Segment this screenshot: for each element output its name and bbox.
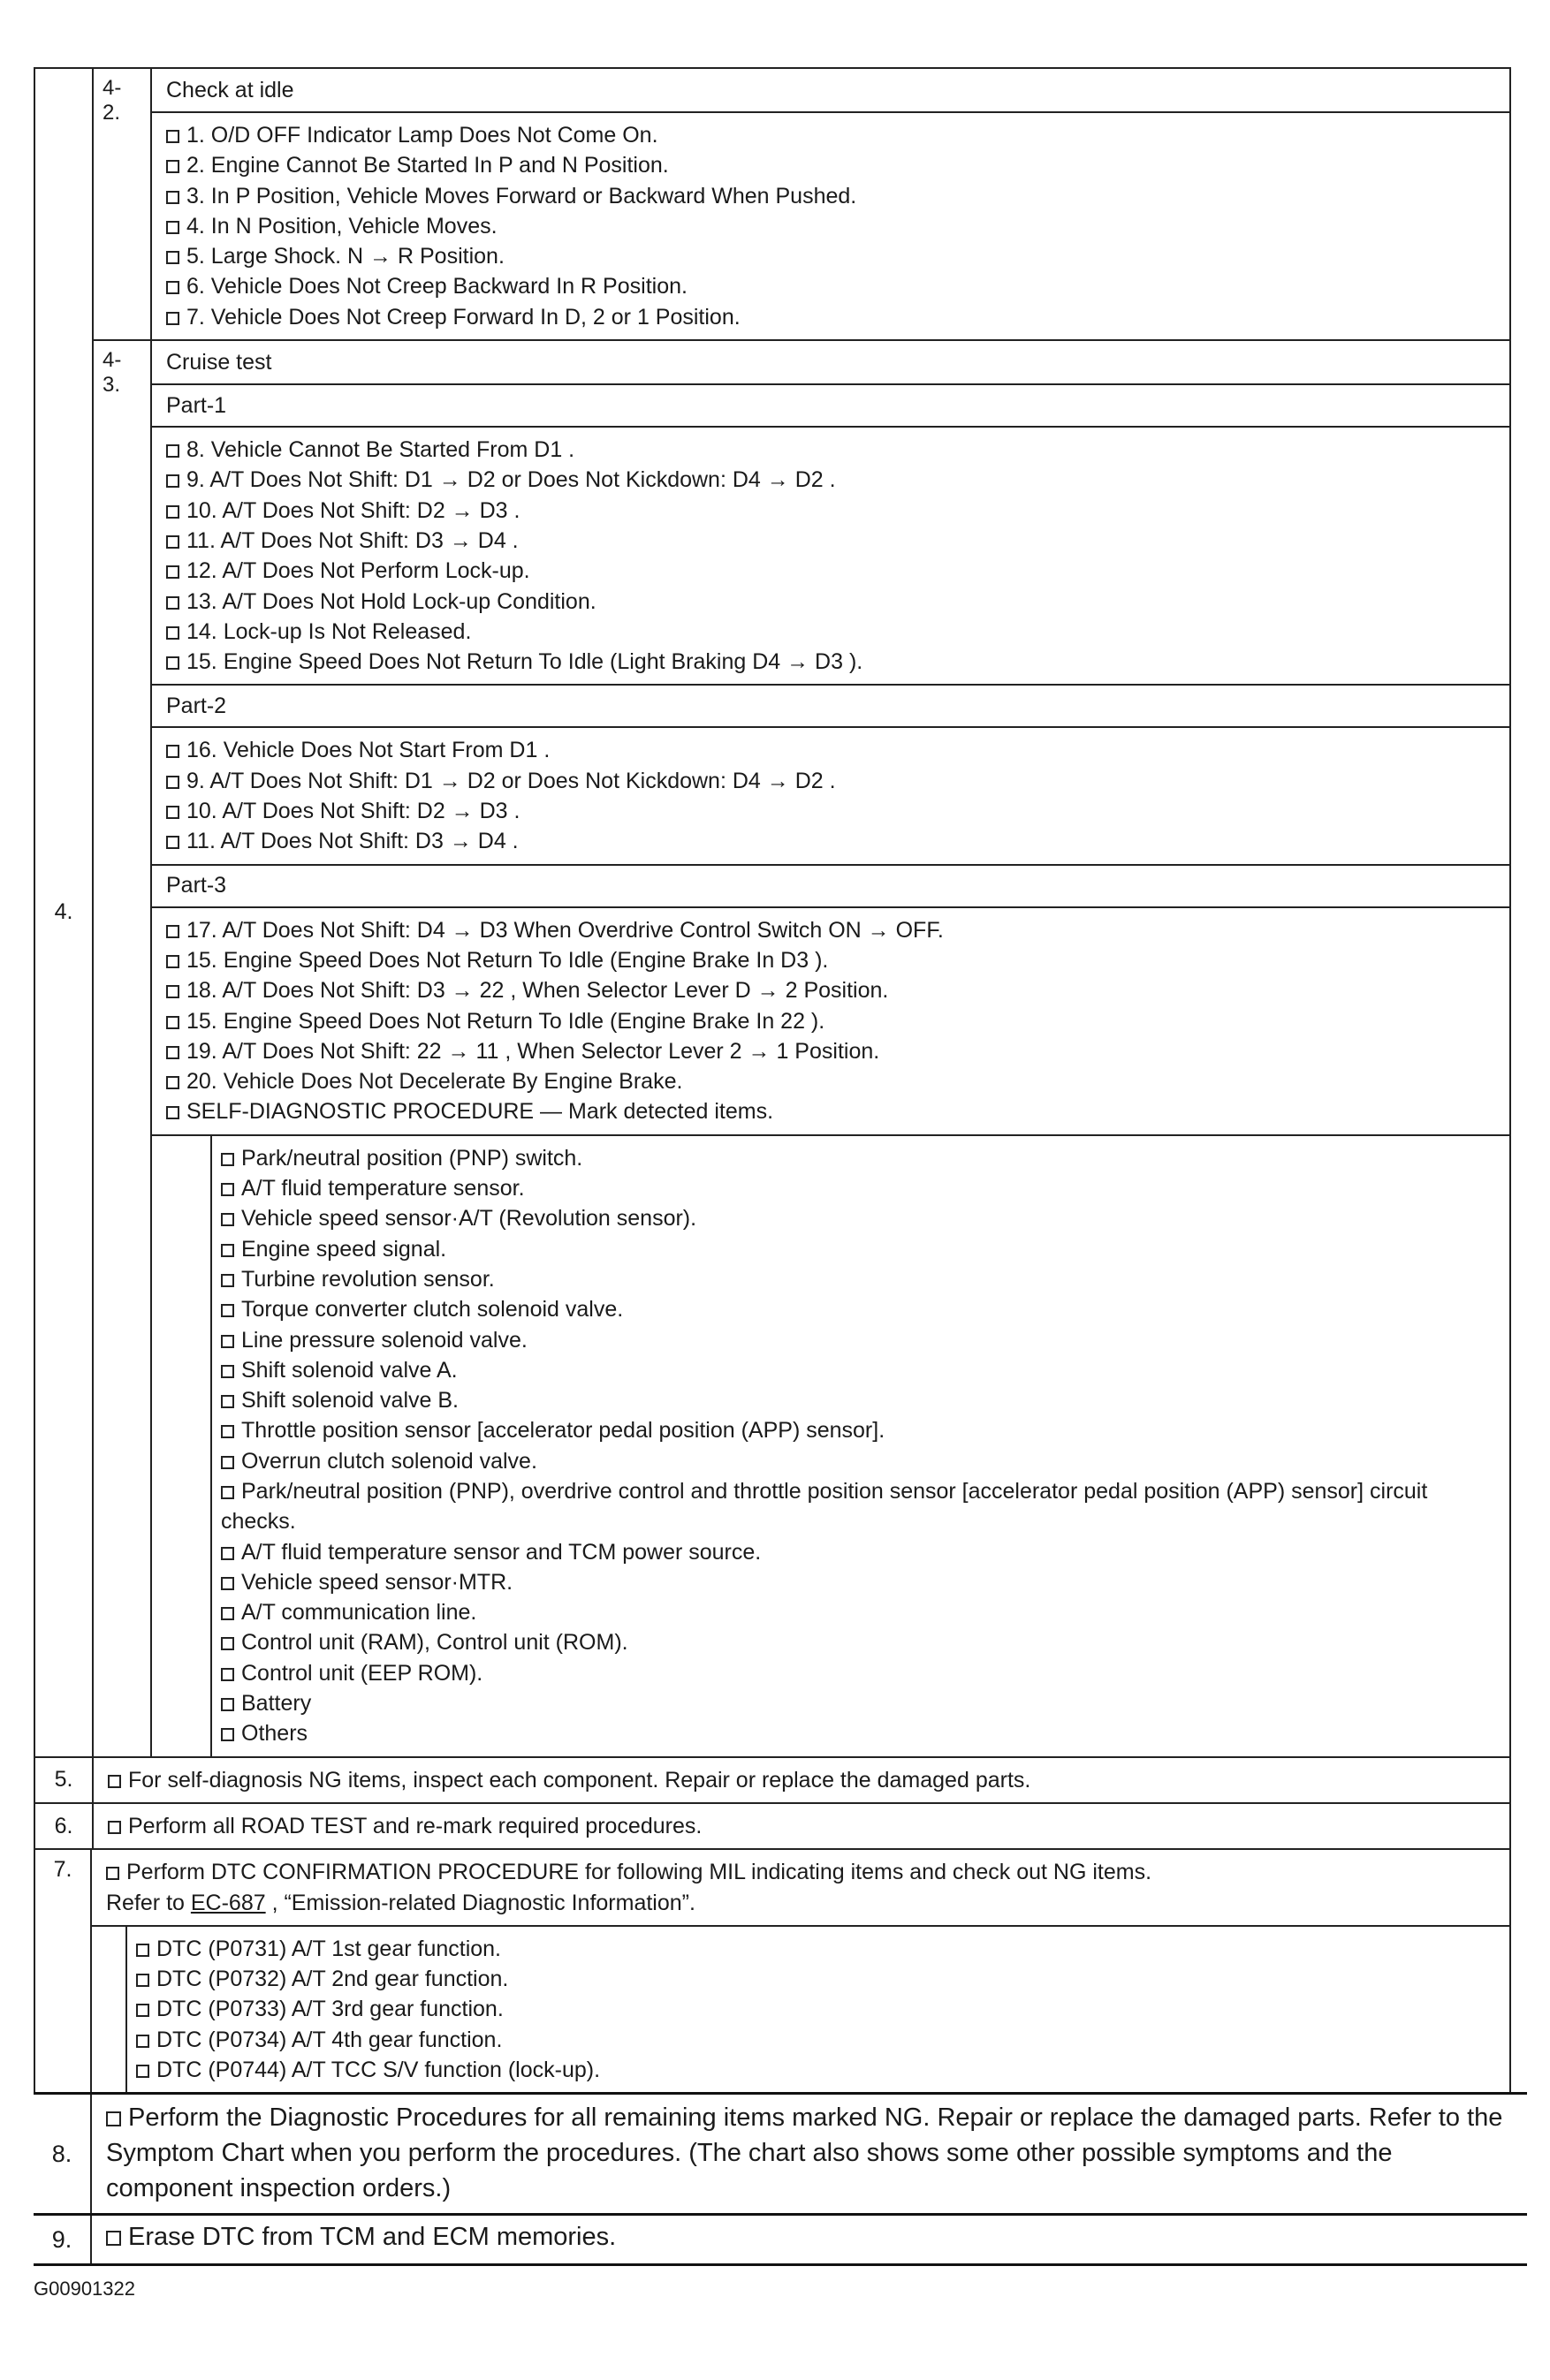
step-6-number: 6. bbox=[35, 1804, 94, 1848]
self-diagnostic-item-label: Vehicle speed sensor·A/T (Revolution sensor). bbox=[241, 1206, 697, 1232]
part-3-item-label: 17. A/T Does Not Shift: D4 → D3 When Overdrive Control Switch ON → OFF. bbox=[186, 917, 944, 943]
self-diagnostic-item-label: Turbine revolution sensor. bbox=[241, 1266, 495, 1292]
step-7-row bbox=[34, 1848, 1511, 2092]
part-2-item-label: 9. A/T Does Not Shift: D1 → D2 or Does Not Kickdown: D4 → D2 . bbox=[186, 768, 836, 793]
section-4-2-header: Check at idle bbox=[152, 69, 1511, 111]
dtc-item-label: DTC (P0733) A/T 3rd gear function. bbox=[156, 1997, 504, 2022]
idle-check-item bbox=[166, 211, 1497, 241]
part-3-item bbox=[166, 975, 1497, 1005]
part-3-label: Part-3 bbox=[152, 864, 1511, 906]
self-diagnostic-block bbox=[152, 1134, 1511, 1756]
self-diagnostic-item bbox=[221, 1627, 1497, 1657]
step-4-number: 4. bbox=[35, 69, 94, 1756]
step-9-row bbox=[34, 2213, 1527, 2266]
step-5-checkbox[interactable] bbox=[108, 1775, 121, 1788]
part-1-label: Part-1 bbox=[152, 383, 1511, 426]
self-diagnostic-item-label: Control unit (EEP ROM). bbox=[241, 1660, 483, 1686]
step-7-body bbox=[92, 1850, 1511, 2092]
idle-check-item bbox=[166, 302, 1497, 332]
part-2-item-label: 11. A/T Does Not Shift: D3 → D4 . bbox=[186, 829, 519, 854]
part-3-item bbox=[166, 915, 1497, 945]
idle-check-item-label: 1. O/D OFF Indicator Lamp Does Not Come On. bbox=[186, 123, 658, 148]
part-2-item bbox=[166, 735, 1497, 765]
self-diagnostic-items bbox=[212, 1136, 1509, 1756]
idle-check-item-label: 2. Engine Cannot Be Started In P and N Position. bbox=[186, 153, 669, 178]
checkbox-icon[interactable] bbox=[221, 1304, 234, 1317]
step-7-checkbox[interactable] bbox=[106, 1867, 119, 1880]
checkbox-icon[interactable] bbox=[136, 1974, 149, 1987]
self-diagnostic-item-label: Vehicle speed sensor·MTR. bbox=[241, 1569, 513, 1595]
self-diagnostic-item bbox=[221, 1537, 1497, 1567]
checkbox-icon[interactable] bbox=[166, 251, 179, 264]
checkbox-icon[interactable] bbox=[221, 1486, 234, 1499]
step-6-text bbox=[94, 1804, 1511, 1848]
self-diagnostic-item-label: A/T communication line. bbox=[241, 1600, 477, 1626]
dtc-item bbox=[136, 1964, 1497, 1994]
part-1-item-label: 9. A/T Does Not Shift: D1 → D2 or Does Not Kickdown: D4 → D2 . bbox=[186, 467, 836, 493]
checkbox-icon[interactable] bbox=[166, 1046, 179, 1059]
checkbox-icon[interactable] bbox=[221, 1456, 234, 1469]
part-3-items bbox=[152, 906, 1511, 1134]
checkbox-icon[interactable] bbox=[166, 505, 179, 519]
self-diagnostic-item-label: A/T fluid temperature sensor. bbox=[241, 1176, 525, 1201]
step-9-text bbox=[92, 2216, 1527, 2263]
part-2-label: Part-2 bbox=[152, 684, 1511, 726]
self-diagnostic-item-label: Shift solenoid valve A. bbox=[241, 1357, 458, 1383]
part-3-item-label: 18. A/T Does Not Shift: D3 → 22 , When Selector Lever D → 2 Position. bbox=[186, 978, 889, 1004]
checklist-table bbox=[34, 67, 1511, 2266]
section-4-2-items bbox=[152, 111, 1511, 339]
checkbox-icon[interactable] bbox=[166, 160, 179, 173]
checkbox-icon[interactable] bbox=[166, 656, 179, 670]
step-6-checkbox[interactable] bbox=[108, 1821, 121, 1834]
part-2-item-label: 16. Vehicle Does Not Start From D1 . bbox=[186, 738, 551, 763]
checkbox-icon[interactable] bbox=[136, 2035, 149, 2048]
checkbox-icon[interactable] bbox=[221, 1213, 234, 1226]
dtc-item bbox=[136, 2025, 1497, 2055]
step-9-number: 9. bbox=[34, 2216, 92, 2263]
part-1-item-label: 13. A/T Does Not Hold Lock-up Condition. bbox=[186, 588, 596, 614]
dtc-item bbox=[136, 1934, 1497, 1964]
checkbox-icon[interactable] bbox=[136, 2065, 149, 2078]
self-diagnostic-item bbox=[221, 1325, 1497, 1355]
section-4-3-header: Cruise test bbox=[152, 341, 1511, 383]
checkbox-icon[interactable] bbox=[136, 1944, 149, 1957]
part-1-item-label: 15. Engine Speed Does Not Return To Idle (Light Braking D4 → D3 ). bbox=[186, 649, 863, 675]
checkbox-icon[interactable] bbox=[166, 596, 179, 610]
part-1-item-label: 12. A/T Does Not Perform Lock-up. bbox=[186, 558, 530, 584]
ec-687-link[interactable]: EC-687 bbox=[190, 1890, 266, 1915]
dtc-item-label: DTC (P0731) A/T 1st gear function. bbox=[156, 1936, 502, 1961]
figure-code: G00901322 bbox=[34, 2278, 135, 2300]
dtc-item bbox=[136, 1994, 1497, 2024]
idle-check-item bbox=[166, 150, 1497, 180]
checkbox-icon[interactable] bbox=[221, 1607, 234, 1620]
self-diagnostic-indent bbox=[152, 1136, 212, 1756]
dtc-item-label: DTC (P0734) A/T 4th gear function. bbox=[156, 2027, 503, 2052]
self-diagnostic-item-label: Engine speed signal. bbox=[241, 1236, 447, 1262]
self-diagnostic-item bbox=[221, 1688, 1497, 1718]
self-diagnostic-item bbox=[221, 1234, 1497, 1264]
checkbox-icon[interactable] bbox=[136, 2004, 149, 2017]
self-diagnostic-item bbox=[221, 1718, 1497, 1748]
checkbox-icon[interactable] bbox=[221, 1153, 234, 1166]
section-4-3 bbox=[94, 339, 1511, 1756]
part-1-item bbox=[166, 465, 1497, 495]
checkbox-icon[interactable] bbox=[166, 985, 179, 998]
self-diagnostic-item-label: A/T fluid temperature sensor and TCM power source. bbox=[241, 1539, 762, 1565]
dtc-block bbox=[92, 1925, 1511, 2092]
checkbox-icon[interactable] bbox=[166, 745, 179, 758]
section-4-2-number: 4- 2. bbox=[94, 69, 152, 339]
dtc-items bbox=[127, 1927, 1509, 2092]
self-diagnostic-item bbox=[221, 1567, 1497, 1597]
part-1-item-label: 14. Lock-up Is Not Released. bbox=[186, 618, 472, 644]
part-1-item bbox=[166, 526, 1497, 556]
step-5-text bbox=[94, 1758, 1511, 1802]
part-1-item bbox=[166, 587, 1497, 617]
part-3-item-label: 15. Engine Speed Does Not Return To Idle (Engine Brake In D3 ). bbox=[186, 947, 829, 973]
idle-check-item bbox=[166, 241, 1497, 271]
step-8-number: 8. bbox=[34, 2095, 92, 2213]
part-2-item-label: 10. A/T Does Not Shift: D2 → D3 . bbox=[186, 799, 520, 824]
idle-check-item-label: 7. Vehicle Does Not Creep Forward In D, 2 or 1 Position. bbox=[186, 304, 741, 330]
part-3-item bbox=[166, 1036, 1497, 1066]
checkbox-icon[interactable] bbox=[221, 1425, 234, 1438]
checkbox-icon[interactable] bbox=[166, 925, 179, 938]
part-3-item bbox=[166, 1066, 1497, 1096]
self-diagnostic-item bbox=[221, 1476, 1497, 1537]
checkbox-icon[interactable] bbox=[166, 565, 179, 579]
part-1-item bbox=[166, 556, 1497, 586]
step-4-body bbox=[94, 69, 1511, 1756]
self-diagnostic-item-label: Line pressure solenoid valve. bbox=[241, 1327, 528, 1353]
part-1-item-label: 11. A/T Does Not Shift: D3 → D4 . bbox=[186, 527, 519, 553]
self-diagnostic-item bbox=[221, 1385, 1497, 1415]
self-diagnostic-item bbox=[221, 1415, 1497, 1445]
checkbox-icon[interactable] bbox=[166, 776, 179, 789]
idle-check-item bbox=[166, 181, 1497, 211]
checkbox-icon[interactable] bbox=[166, 836, 179, 849]
checkbox-icon[interactable] bbox=[221, 1365, 234, 1378]
part-3-item-label: 20. Vehicle Does Not Decelerate By Engine Brake. bbox=[186, 1069, 683, 1095]
self-diagnostic-item-label: Control unit (RAM), Control unit (ROM). bbox=[241, 1630, 628, 1656]
checkbox-icon[interactable] bbox=[166, 444, 179, 458]
checkbox-icon[interactable] bbox=[166, 474, 179, 488]
step-5-label: For self-diagnosis NG items, inspect each component. Repair or replace the damaged parts. bbox=[128, 1767, 1031, 1793]
self-diagnostic-item-label: Throttle position sensor [accelerator pedal position (APP) sensor]. bbox=[241, 1418, 885, 1444]
self-diagnostic-item-label: Park/neutral position (PNP) switch. bbox=[241, 1145, 583, 1171]
checkbox-icon[interactable] bbox=[221, 1728, 234, 1741]
self-diagnostic-item-label: Torque converter clutch solenoid valve. bbox=[241, 1297, 624, 1323]
part-1-item bbox=[166, 647, 1497, 677]
part-1-item-label: 10. A/T Does Not Shift: D2 → D3 . bbox=[186, 497, 520, 523]
checkbox-icon[interactable] bbox=[221, 1244, 234, 1257]
self-diagnostic-item bbox=[221, 1355, 1497, 1385]
part-3-item-label: 19. A/T Does Not Shift: 22 → 11 , When Selector Lever 2 → 1 Position. bbox=[186, 1038, 880, 1064]
idle-check-item-label: 6. Vehicle Does Not Creep Backward In R Position. bbox=[186, 274, 688, 299]
checkbox-icon[interactable] bbox=[166, 130, 179, 143]
idle-check-item-label: 3. In P Position, Vehicle Moves Forward or Backward When Pushed. bbox=[186, 183, 857, 208]
step-7-text-a: Perform DTC CONFIRMATION PROCEDURE for following MIL indicating items and check out NG items. bbox=[126, 1860, 1152, 1885]
self-diagnostic-item-label: Shift solenoid valve B. bbox=[241, 1388, 459, 1414]
checkbox-icon[interactable] bbox=[221, 1395, 234, 1408]
checkbox-icon[interactable] bbox=[166, 1076, 179, 1089]
part-2-item bbox=[166, 796, 1497, 826]
self-diagnostic-item bbox=[221, 1143, 1497, 1173]
part-3-item-label: 15. Engine Speed Does Not Return To Idle (Engine Brake In 22 ). bbox=[186, 1008, 825, 1034]
step-8-text bbox=[92, 2095, 1527, 2213]
step-8-checkbox[interactable] bbox=[106, 2111, 121, 2126]
part-1-item bbox=[166, 617, 1497, 647]
checkbox-icon[interactable] bbox=[166, 221, 179, 234]
step-7-number: 7. bbox=[35, 1850, 92, 2092]
part-3-item bbox=[166, 1006, 1497, 1036]
checkbox-icon[interactable] bbox=[166, 955, 179, 968]
self-diagnostic-item bbox=[221, 1446, 1497, 1476]
checkbox-icon[interactable] bbox=[221, 1577, 234, 1590]
part-1-items bbox=[152, 426, 1511, 684]
part-1-item bbox=[166, 435, 1497, 465]
idle-check-item-label: 5. Large Shock. N → R Position. bbox=[186, 244, 505, 269]
part-2-item bbox=[166, 766, 1497, 796]
checkbox-icon[interactable] bbox=[221, 1183, 234, 1196]
part-2-item bbox=[166, 826, 1497, 856]
idle-check-item bbox=[166, 271, 1497, 301]
dtc-item-label: DTC (P0744) A/T TCC S/V function (lock-up). bbox=[156, 2058, 601, 2083]
self-diagnostic-item bbox=[221, 1294, 1497, 1324]
step-7-refer-prefix: Refer to bbox=[106, 1890, 191, 1915]
checkbox-icon[interactable] bbox=[221, 1637, 234, 1650]
checkbox-icon[interactable] bbox=[166, 1106, 179, 1119]
dtc-item bbox=[136, 2055, 1497, 2085]
dtc-item-label: DTC (P0732) A/T 2nd gear function. bbox=[156, 1967, 509, 1992]
self-diagnostic-item bbox=[221, 1173, 1497, 1203]
checkbox-icon[interactable] bbox=[221, 1668, 234, 1681]
self-diagnostic-item-label: Overrun clutch solenoid valve. bbox=[241, 1448, 537, 1474]
checkbox-icon[interactable] bbox=[166, 312, 179, 325]
checkbox-icon[interactable] bbox=[221, 1274, 234, 1287]
part-1-item-label: 8. Vehicle Cannot Be Started From D1 . bbox=[186, 437, 575, 463]
step-4-row bbox=[34, 67, 1511, 1756]
step-5-row bbox=[34, 1756, 1511, 1802]
part-1-item bbox=[166, 496, 1497, 526]
checkbox-icon[interactable] bbox=[166, 626, 179, 640]
checkbox-icon[interactable] bbox=[166, 535, 179, 549]
self-diagnostic-item-label: Battery bbox=[241, 1691, 312, 1717]
section-4-2 bbox=[94, 69, 1511, 339]
dtc-indent bbox=[92, 1927, 127, 2092]
step-8-label: Perform the Diagnostic Procedures for all remaining items marked NG. Repair or replace the damaged parts. Refer to the Symptom Chart when you perform the procedures. (The chart also shows some other possible symptoms and the component inspection orders.) bbox=[106, 2103, 1503, 2203]
step-8-row bbox=[34, 2092, 1527, 2213]
step-6-row bbox=[34, 1802, 1511, 1848]
step-9-checkbox[interactable] bbox=[106, 2231, 121, 2246]
checkbox-icon[interactable] bbox=[221, 1335, 234, 1348]
self-diagnostic-item bbox=[221, 1264, 1497, 1294]
section-4-3-number: 4- 3. bbox=[94, 341, 152, 1756]
part-2-items bbox=[152, 726, 1511, 863]
self-diagnostic-item bbox=[221, 1597, 1497, 1627]
idle-check-item-label: 4. In N Position, Vehicle Moves. bbox=[186, 213, 498, 239]
checkbox-icon[interactable] bbox=[166, 1016, 179, 1029]
step-5-number: 5. bbox=[35, 1758, 94, 1802]
checkbox-icon[interactable] bbox=[166, 191, 179, 204]
step-7-refer-suffix: , “Emission-related Diagnostic Information”. bbox=[265, 1890, 695, 1915]
step-7-instructions bbox=[92, 1850, 1511, 1925]
idle-check-item bbox=[166, 120, 1497, 150]
part-3-item-label: SELF-DIAGNOSTIC PROCEDURE — Mark detected items. bbox=[186, 1099, 774, 1125]
part-3-item bbox=[166, 1096, 1497, 1126]
checkbox-icon[interactable] bbox=[221, 1698, 234, 1711]
self-diagnostic-item-label: Others bbox=[241, 1721, 308, 1747]
self-diagnostic-item bbox=[221, 1203, 1497, 1233]
checkbox-icon[interactable] bbox=[166, 806, 179, 819]
part-3-item bbox=[166, 945, 1497, 975]
self-diagnostic-item-label: Park/neutral position (PNP), overdrive control and throttle position sensor [accelerator pedal position (APP) sensor] circuit checks. bbox=[221, 1478, 1428, 1535]
checkbox-icon[interactable] bbox=[166, 281, 179, 294]
step-9-label: Erase DTC from TCM and ECM memories. bbox=[128, 2223, 617, 2252]
step-6-label: Perform all ROAD TEST and re-mark required procedures. bbox=[128, 1813, 703, 1838]
checkbox-icon[interactable] bbox=[221, 1547, 234, 1560]
self-diagnostic-item bbox=[221, 1658, 1497, 1688]
